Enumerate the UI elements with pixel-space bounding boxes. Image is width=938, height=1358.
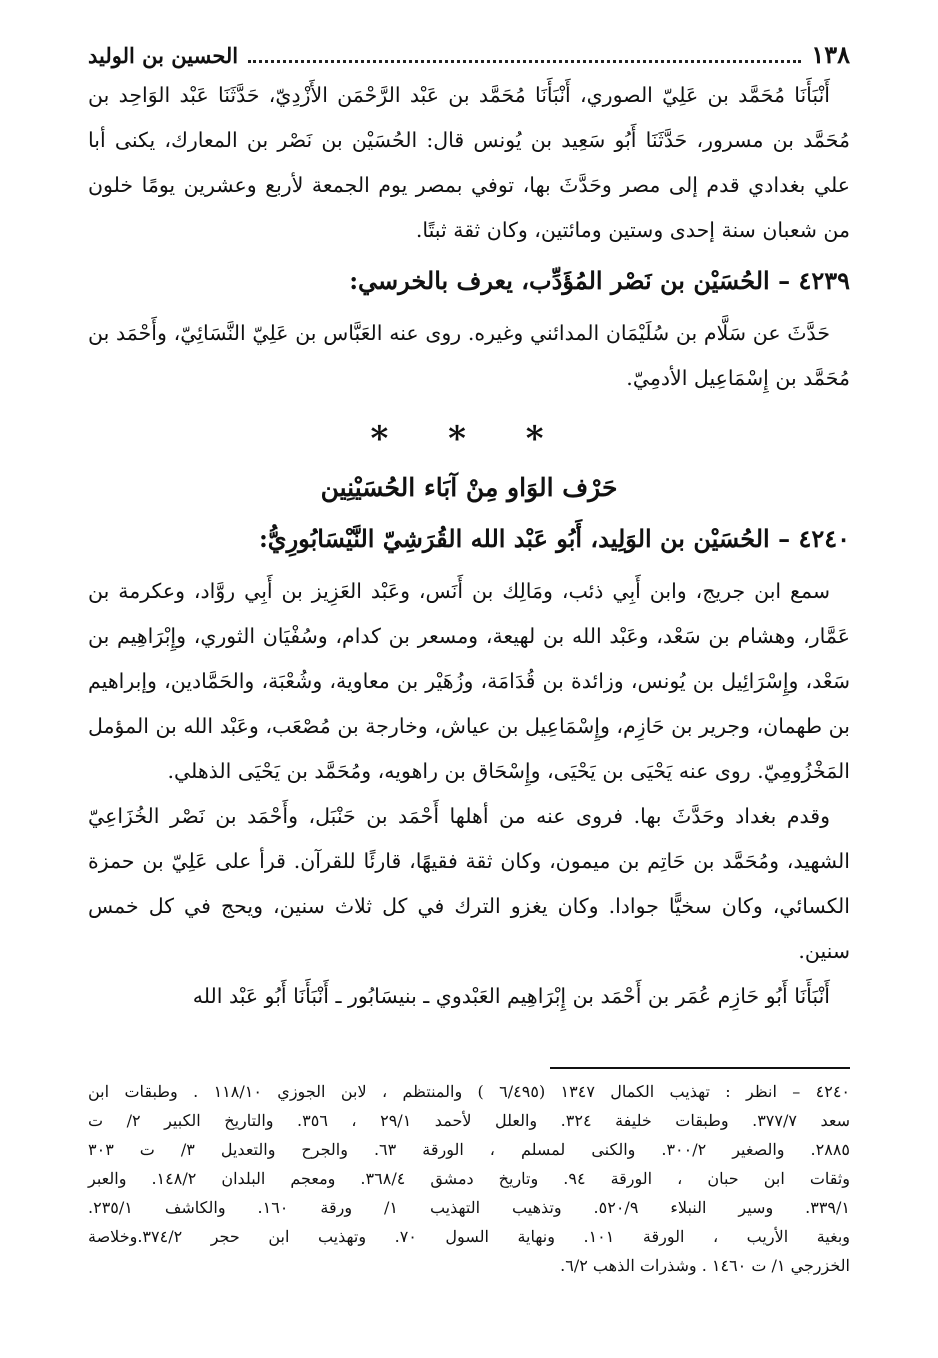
section-separator: * * * <box>370 419 568 459</box>
entry-4240-heading: ٤٢٤٠ – الحُسَيْن بن الوَلِيد، أَبُو عَبْد الله القُرَشِيّ النَّيْسَابُورِيُّ: <box>258 524 850 553</box>
entry-4240-paragraph-1: سمع ابن جريج، وابن أَبِي ذئب، ومَالِك بن أَنَس، وعَبْد العَزِيز بن أَبِي روَّاد، وعكرمة بن عَمَّار، وهشام بن سَعْد، وعَبْد الله بن لهيعة، ومسعر بن كدام، وسُفْيَان الثوري، وإِبْرَاهِيم بن سَعْد، وإِسْرَائِيل بن يُونس، وزائدة بن قُدَامَة، وزُهَيْر بن معاوية، وشُعْبَة، والحَمَّادين، وإبراهيم بن طهمان، وجرير بن حَازِم، وإِسْمَاعِيل بن عياش، وخارجة بن مُصْعَب، وعَبْد الله بن المؤمل المَخْزُومِيّ. روى عنه يَحْيَى بن يَحْيَى، وإِسْحَاق بن راهويه، ومُحَمَّد بن يَحْيَى الذهلي. <box>88 579 850 783</box>
footnotes <box>88 1077 850 1280</box>
entry-4239-heading: ٤٢٣٩ – الحُسَيْن بن نَصْر المُؤَدِّب، يعرف بالخرسي: <box>349 266 850 295</box>
footnote-line: ٣٣٩/١. وسير النبلاء ٥٢٠/٩. وتذهيب التهذيب ١/ ورقة ١٦٠. والكاشف ٢٣٥/١. <box>88 1198 850 1217</box>
header-dotted-leader <box>248 60 801 63</box>
running-title: الحسين بن الوليد <box>88 43 239 68</box>
entry-4240-paragraph-3: أَنْبَأَنَا أَبُو حَازِم عُمَر بن أَحْمَد بن إِبْرَاهِيم العَبْدوي ـ بنيسَابُور ـ أَنْبَأَنَا أَبُو عَبْد الله <box>192 984 830 1008</box>
footnote-line: ٤٢٤٠ – انظر : تهذيب الكمال ١٣٤٧ (٦/٤٩٥ ) والمنتظم ، لابن الجوزي ١١٨/١٠ . وطبقات ابن <box>88 1082 851 1101</box>
footnote-line: الخزرجي ١/ ت ١٤٦٠ . وشذرات الذهب ٦/٢. <box>560 1256 850 1275</box>
footnote-line: سعد ٣٧٧/٧. وطبقات خليفة ٣٢٤. والعلل لأحمد ٢٩/١ ، ٣٥٦. والتاريخ الكبير ٢/ ت <box>88 1111 851 1130</box>
previous-entry-continuation: أَنْبَأَنَا مُحَمَّد بن عَلِيّ الصوري، أَنْبَأَنَا مُحَمَّد بن عَبْد الرَّحْمَن الأَزْدِيّ، حَدَّثَنَا عَبْد الوَاحِد بن مُحَمَّد بن مسرور، حَدَّثَنَا أَبُو سَعِيد بن يُونس قال: الحُسَيْن بن نَصْر بن المعارك، يكنى أبا علي بغدادي قدم إلى مصر وحَدَّثَ بها، توفي بمصر يوم الجمعة لأربع وعشرين يومًا خلون من شعبان سنة إحدى وستين ومائتين، وكان ثقة ثبتًا. <box>88 83 850 242</box>
footnote-line: ٢٨٨٥. والصغير ٣٠٠/٢. والكنى لمسلم ، الورقة ٦٣. والجرح والتعديل ٣/ ت ٣٠٣ <box>88 1140 850 1159</box>
entry-4239-text: حَدَّثَ عن سَلَّام بن سُلَيْمَان المدائني وغيره. روى عنه العَبَّاس بن عَلِيّ النَّسَائِيّ، وأَحْمَد بن مُحَمَّد بن إِسْمَاعِيل الأدمِيّ. <box>88 321 850 390</box>
section-title: حَرْف الوَاو مِنْ آبَاء الحُسَيْنِين <box>320 473 618 502</box>
page-header <box>88 38 850 73</box>
footnote-line: وبغية الأريب ، الورقة ١٠١. ونهاية السول ٧٠. وتهذيب ابن حجر ٣٧٤/٢.وخلاصة <box>88 1227 850 1246</box>
entry-4240-paragraph-2: وقدم بغداد وحَدَّثَ بها. فروى عنه من أهلها أَحْمَد بن حَنْبَل، وأَحْمَد بن نَصْر الخُزَاعِيّ الشهيد، ومُحَمَّد بن حَاتِم بن ميمون، وكان ثقة فقيهًا، قارئًا للقرآن. قرأ على عَلِيّ بن حمزة الكسائي، وكان سخيًّا جوادا. وكان يغزو الترك في كل ثلاث سنين، ويحج في كل خمس سنين. <box>88 804 850 963</box>
page-number: ١٣٨ <box>811 40 850 69</box>
footnote-line: وثقات ابن حبان ، الورقة ٩٤. وتاريخ دمشق ٣٦٨/٤. ومعجم البلدان ١٤٨/٢. والعبر <box>88 1169 851 1188</box>
footnote-rule <box>550 1067 850 1069</box>
